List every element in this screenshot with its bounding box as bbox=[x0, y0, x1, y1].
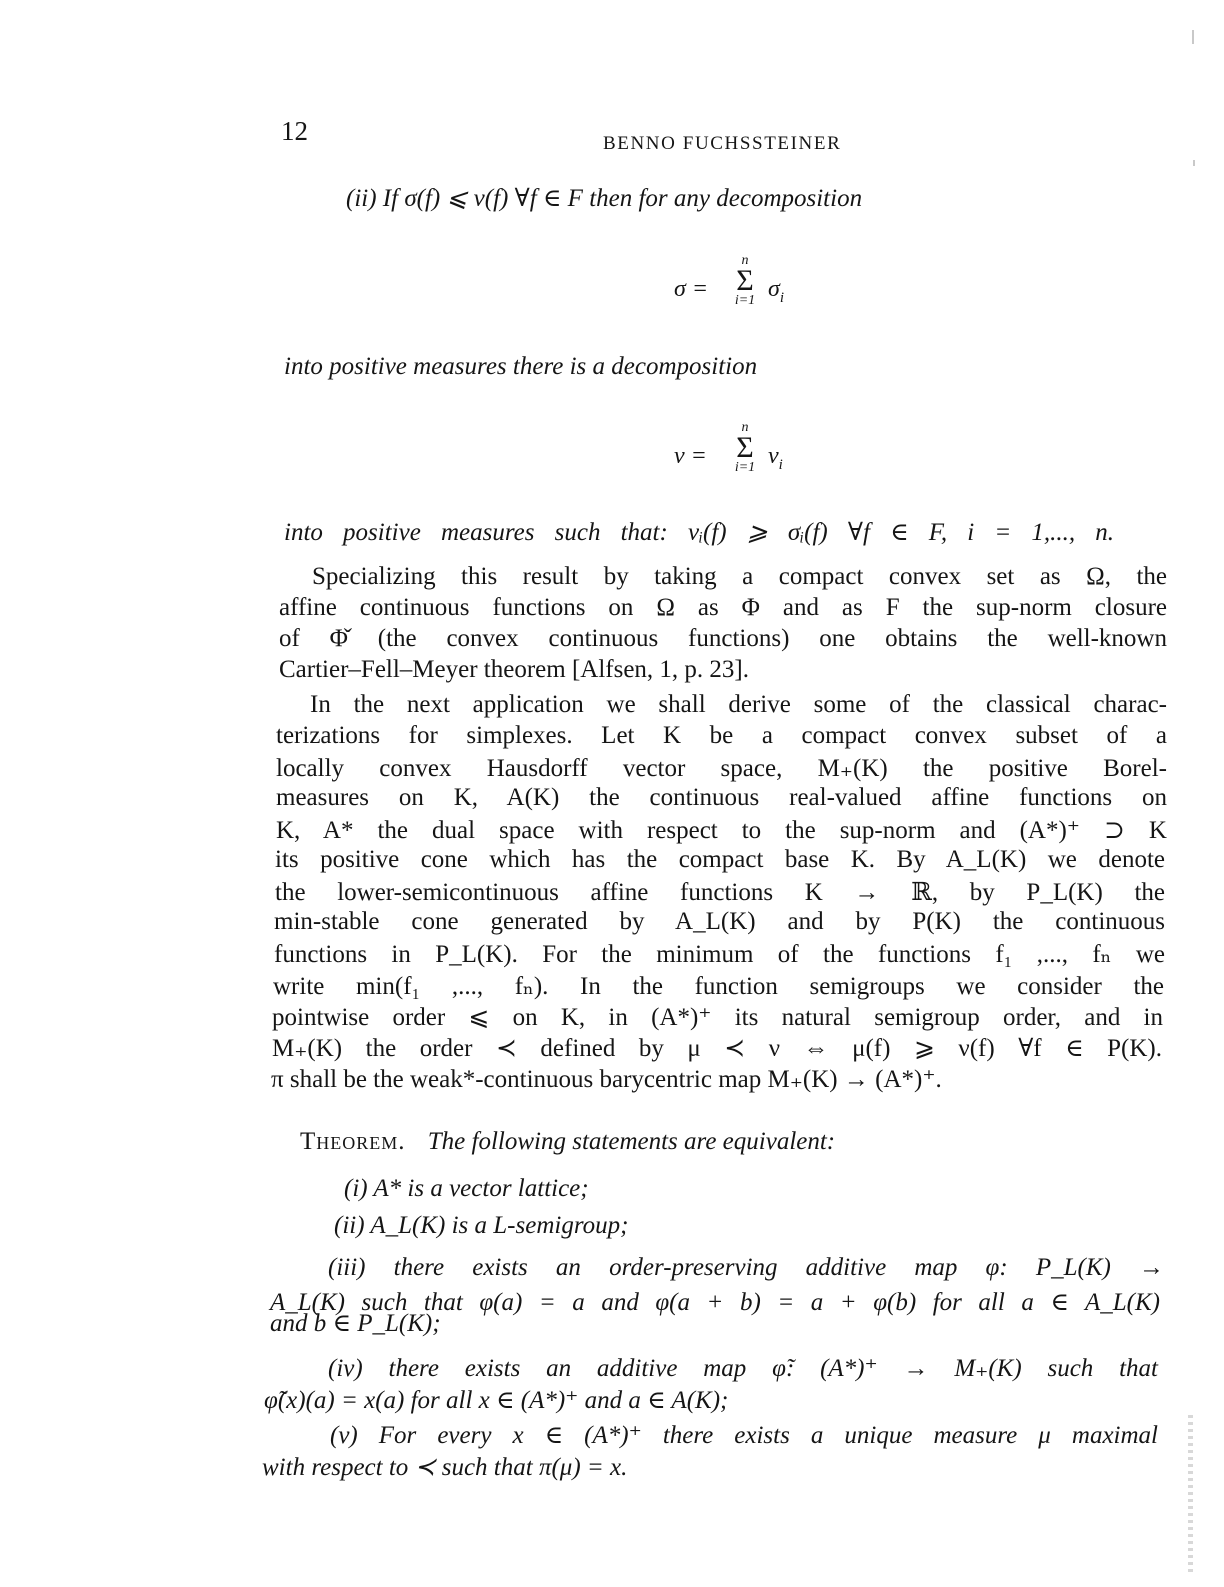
paragraph-line: write min(f₁ ,..., fₙ). In the function semigroups we consider the bbox=[273, 973, 1164, 1000]
paragraph-line: M₊(K) the order ≺ defined by μ ≺ ν ⇔ μ(f) ⩾ ν(f) ∀f ∈ P(K). bbox=[272, 1035, 1162, 1062]
theorem-item-iv-cont: φ̃(x)(a) = x(a) for all x ∈ (A*)⁺ and a ∈ A(K); bbox=[264, 1387, 729, 1414]
paragraph-line: functions in P_L(K). For the minimum of the functions f₁ ,..., fₙ we bbox=[274, 941, 1165, 968]
theorem-item-iii-cont: A_L(K) such that φ(a) = a and φ(a + b) = a + φ(b) for all a ∈ A_L(K) bbox=[270, 1289, 1160, 1316]
formula-nu-sum bbox=[674, 421, 814, 491]
theorem-item-i: (i) A* is a vector lattice; bbox=[344, 1175, 589, 1202]
scan-speck bbox=[1193, 160, 1195, 166]
theorem-heading bbox=[300, 1128, 835, 1156]
formula-sigma-term bbox=[768, 276, 784, 307]
theorem-item-iii: (iii) there exists an order-preserving additive map φ: P_L(K) → bbox=[328, 1254, 1164, 1281]
formula-nu-term bbox=[768, 443, 783, 474]
term-symbol: σ bbox=[768, 276, 780, 302]
paragraph-line: Specializing this result by taking a compact convex set as Ω, the bbox=[312, 563, 1167, 590]
theorem-item-iv: (iv) there exists an additive map φ̃: (A*)⁺ → M₊(K) such that bbox=[328, 1355, 1159, 1382]
theorem-item-ii: (ii) A_L(K) is a L-semigroup; bbox=[334, 1212, 629, 1239]
condition-ii-end: into positive measures such that: νᵢ(f) ⩾ σᵢ(f) ∀f ∈ F, i = 1,..., n. bbox=[284, 519, 1114, 546]
formula-sigma-sum bbox=[674, 254, 814, 324]
sum-upper-limit: n bbox=[741, 420, 749, 435]
paragraph-line: π shall be the weak*-continuous barycentric map M₊(K) → (A*)⁺. bbox=[271, 1066, 942, 1093]
paragraph-line: In the next application we shall derive some of the classical charac- bbox=[310, 691, 1167, 718]
sum-upper-limit: n bbox=[741, 253, 749, 268]
term-subscript: i bbox=[778, 456, 783, 473]
sigma-symbol: Σ bbox=[736, 431, 754, 464]
theorem-label: Theorem. bbox=[300, 1128, 406, 1155]
scan-edge-noise bbox=[1188, 1415, 1193, 1575]
paragraph-line: its positive cone which has the compact base K. By A_L(K) we denote bbox=[275, 846, 1165, 873]
theorem-item-v-cont: with respect to ≺ such that π(μ) = x. bbox=[262, 1454, 628, 1481]
theorem-intro: The following statements are equivalent: bbox=[427, 1128, 836, 1155]
paragraph-line: pointwise order ⩽ on K, in (A*)⁺ its natural semigroup order, and in bbox=[272, 1004, 1163, 1031]
paragraph-line: locally convex Hausdorff vector space, M₊(K) the positive Borel- bbox=[276, 755, 1167, 782]
theorem-item-iii-end: and b ∈ P_L(K); bbox=[270, 1310, 441, 1337]
condition-ii-line: (ii) If σ(f) ⩽ ν(f) ∀f ∈ F then for any decomposition bbox=[346, 185, 863, 212]
paragraph-line: the lower-semicontinuous affine functions K → ℝ, by P_L(K) the bbox=[275, 879, 1165, 906]
condition-ii-mid: into positive measures there is a decomposition bbox=[284, 353, 758, 380]
sum-lower-limit: i=1 bbox=[734, 460, 756, 475]
paragraph-line: Cartier–Fell–Meyer theorem [Alfsen, 1, p. 23]. bbox=[279, 656, 750, 683]
sum-lower-limit: i=1 bbox=[734, 293, 756, 308]
page-number: 12 bbox=[281, 116, 308, 146]
sum-operator bbox=[732, 254, 758, 308]
theorem-item-v: (v) For every x ∈ (A*)⁺ there exists a unique measure μ maximal bbox=[330, 1422, 1158, 1449]
formula-nu-lhs: ν = bbox=[674, 443, 707, 469]
term-symbol: ν bbox=[768, 443, 779, 469]
term-subscript: i bbox=[779, 289, 785, 306]
sum-operator bbox=[732, 421, 758, 475]
paragraph-line: measures on K, A(K) the continuous real-valued affine functions on bbox=[276, 784, 1167, 811]
paragraph-line: terizations for simplexes. Let K be a compact convex subset of a bbox=[276, 722, 1167, 749]
paragraph-line: K, A* the dual space with respect to the sup-norm and (A*)⁺ ⊃ K bbox=[276, 817, 1167, 844]
running-head: BENNO FUCHSSTEINER bbox=[603, 133, 842, 154]
paragraph-line: affine continuous functions on Ω as Φ and as F the sup-norm closure bbox=[279, 594, 1167, 621]
paragraph-line: of Φ̌ (the convex continuous functions) one obtains the well-known bbox=[279, 625, 1167, 652]
paragraph-line: min-stable cone generated by A_L(K) and by P(K) the continuous bbox=[274, 908, 1165, 935]
sigma-symbol: Σ bbox=[736, 264, 754, 297]
scan-speck bbox=[1192, 30, 1194, 44]
formula-sigma-lhs: σ = bbox=[674, 276, 709, 302]
